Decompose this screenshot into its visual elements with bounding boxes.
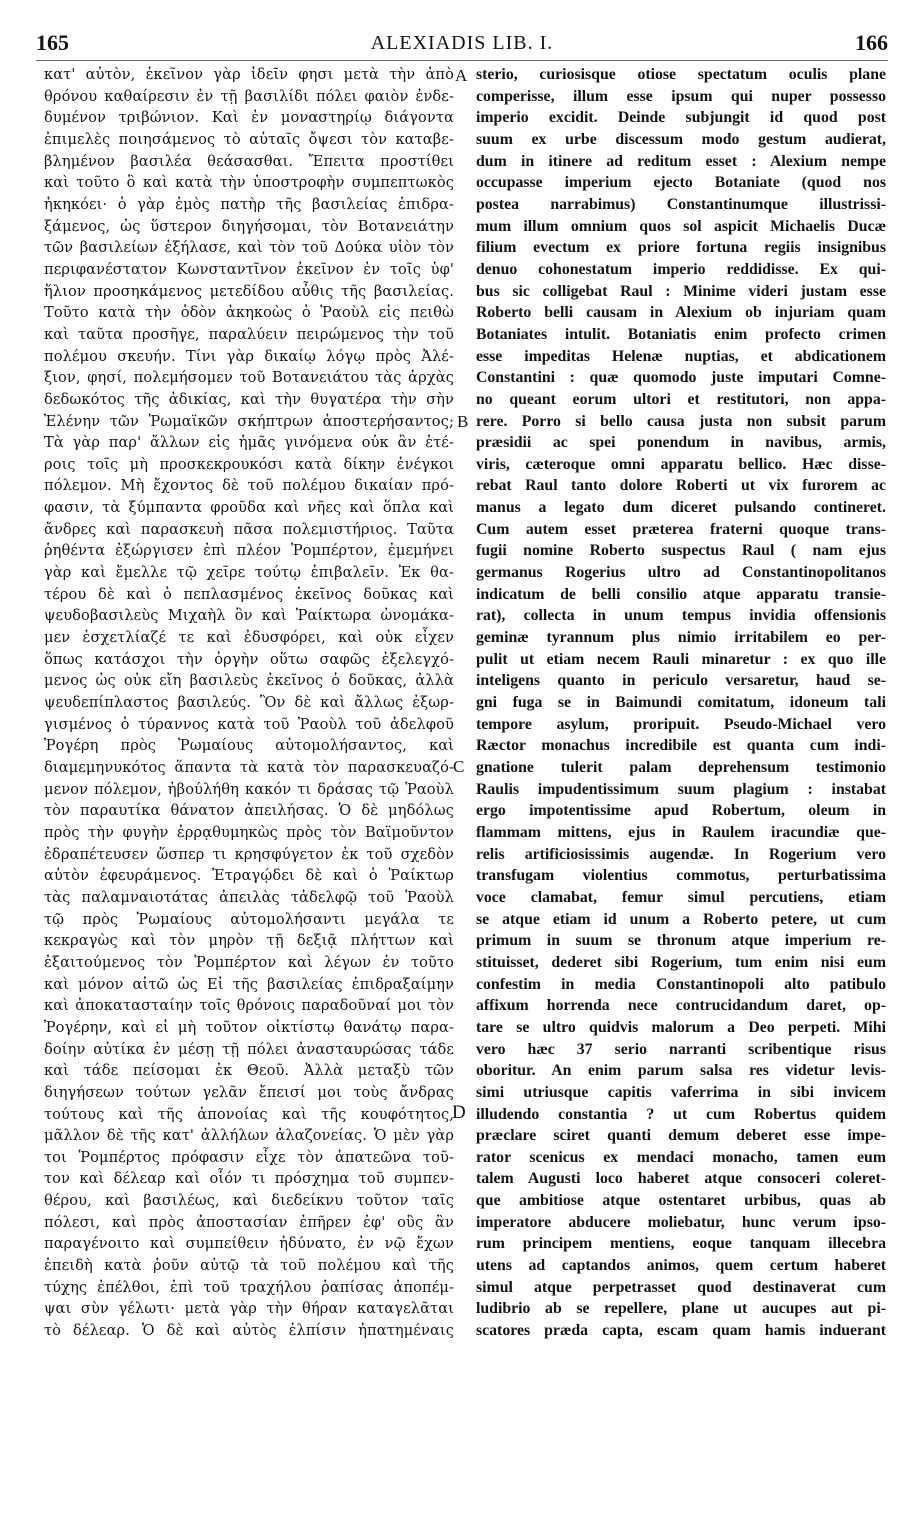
page-header [36,30,888,60]
greek-text-line: δεδωκότος τῆς ἀδικίας, καὶ τὴν θυγατέρα τὴν σὴν [44,390,454,408]
greek-text-line: φασιν, τὰ ξύμπαντα φροῦδα καὶ νῆες καὶ ὅπλα καὶ [44,499,454,517]
greek-text-line: αὐτὸν ἐφευράμενος. Ἐτραγῴδει δὲ καὶ ὁ Ῥαίκτωρ [44,867,454,885]
greek-text-line: τοι Ῥομπέρτος πρόφασιν εἶχε τὸν ἀπατεῶνα τοῦ- [44,1148,454,1166]
latin-text-line: relis artificiosissimis augendæ. In Rogerium vero [476,845,886,863]
latin-text-line: rat), collecta in unum tempus invidia offensionis [476,607,886,625]
greek-text-line: τῷ πρὸς Ῥωμαίους αὐτομολήσαντι μεγάλα τε [44,910,454,928]
latin-text-line: rere. Porro si bello causa justa non subsit parum [476,412,886,430]
greek-text-line: μενον πόλεμον, ἠβούλήθη κακόν τι δράσας τῷ Ῥαοὺλ [44,780,454,798]
greek-text-line: ἄνδρες καὶ παρασκευὴ πᾶσα πολεμιστήριος. Ταῦτα [44,520,454,538]
latin-text-line: imperio excidit. Deinde subjungit id quod post [476,109,886,127]
latin-text-line: Roberto belli causam in Alexium ob injuriam quam [476,304,886,322]
latin-text-line: utens ad captandos animos, quem certum haberet [476,1257,886,1275]
greek-text-line: μενος ὡς οὐκ εἴη βασιλεὺς ἐκεῖνος ὁ δοῦκας, ἀλλὰ [44,672,454,690]
greek-text-line: ἐπιμελὲς ποιησάμενος τὸ αὐταῖς ὄψεσι τὸν καταβε- [44,130,454,148]
greek-text-line: πόλεσι, καὶ πρὸς ἀποστασίαν ἐπῆρεν ἐφ' οὓς ἂν [44,1213,454,1231]
greek-text-line: τον καὶ δέλεαρ καὶ οἷόν τι πρόσχημα τοῦ συμπεν- [44,1170,454,1188]
latin-text-line: manus a legato dum diceret pulsando contineret. [476,499,886,517]
latin-text-line: germanus Rogerius ultro ad Constantinopolitanos [476,564,886,582]
latin-text-line: talem Augusti loco haberet atque consoceri coleret- [476,1170,886,1188]
greek-text-line: Ἑλένην τῶν Ῥωμαϊκῶν σκήπτρων ἀποστερήσαντος; [44,412,454,430]
latin-text-line: que ambitiose atque ostentaret urbibus, quas ab [476,1192,886,1210]
latin-text-line: filium evectum ex priore fortuna regiis insignibus [476,239,886,257]
latin-text-line: denuo cohonestatum imperio reddidisse. Ex qui- [476,260,886,278]
latin-text-line: voce clamabat, femur simul percutiens, etiam [476,888,886,906]
page-number-left: 165 [36,30,69,55]
latin-text-line: postea narrabimus) Constantinumque illustrissi- [476,195,886,213]
latin-text-line: no queant eorum ultori et restitutori, non appa- [476,390,886,408]
latin-text-line: illudendo constantia ? ut cum Robertus quidem [476,1105,886,1123]
greek-text-line: μεν ἐσχετλίαζέ τε καὶ ἐδυσφόρει, καὶ οὐκ εἶχεν [44,629,454,647]
latin-text-line: vero hæc 37 serio narranti scribentique risus [476,1040,886,1058]
latin-text-line: Ræctor monachus incredibile est quanta cum indi- [476,737,886,755]
greek-text-line: ξιον, φησί, πολεμήσομεν τοῦ Βοτανειάτου τὰς ἀρχὰς [44,369,454,387]
greek-text-line: καὶ τοῦτο ὃ καὶ κατὰ τὴν ὑποστροφὴν συμπεπτωκὸς [44,174,454,192]
greek-text-line: μᾶλλον δὲ τῆς κατ' ἀλλήλων ἀλαζονείας. Ὁ μὲν γὰρ [44,1127,454,1145]
latin-text-line: simi utriusque capitis vaferrima in sibi invicem [476,1083,886,1101]
latin-text-line: Raulis impudentissimum suum plagium : instabat [476,780,886,798]
greek-text-line: ροις τοῖς μὴ προσκεκρουκόσι κατὰ δίκην ἐνέγκοι [44,455,454,473]
greek-text-column [44,64,454,1342]
latin-text-line: oboritur. An enim parum salsa res videtur levis- [476,1062,886,1080]
latin-text-line: ergo impotentissime apud Robertum, oleum in [476,802,886,820]
greek-text-line: ἠκηκόει· ὁ γὰρ ἐμὸς πατὴρ τῆς βασιλείας ἐπιδρα- [44,195,454,213]
latin-text-line: comperisse, illum esse ipsum qui nuper possesso [476,87,886,105]
page-number-right: 166 [855,30,888,55]
greek-text-line: πολέμου σκευήν. Τίνι γὰρ δικαίῳ λόγῳ πρὸς Ἀλέ- [44,347,454,365]
latin-text-line: affixum horrenda nece contrucidandum daret, op- [476,997,886,1015]
margin-letter-d: D [452,1102,466,1123]
latin-text-line: simul atque perpetrasset quod destinaverat cum [476,1278,886,1296]
latin-text-line: præclare sciret quanti demum deberet esse impe- [476,1127,886,1145]
latin-text-line: se atque etiam id unum a Roberto petere, ut cum [476,910,886,928]
latin-text-line: esse impeditas Helenæ nuptias, et abdicationem [476,347,886,365]
latin-text-line: fugii nomine Roberto suspectus Raul ( nam ejus [476,542,886,560]
latin-text-line: gni fuga se in Baimundi comitatum, idoneum tali [476,694,886,712]
greek-text-line: ψευδεπίπλαστος βασιλεύς. Ὃν δὲ καὶ ἄλλως ἐξωρ- [44,694,454,712]
margin-letter-c: C [453,757,465,776]
greek-text-line: ἐξαιτούμενος τὸν Ῥομπέρτον καὶ λέγων ἐν τοῦτο [44,953,454,971]
greek-text-line: τούτους καὶ τῆς ἀπονοίας καὶ τῆς κουφότητος, [44,1105,454,1123]
greek-text-line: τὸ δέλεαρ. Ὁ δὲ καὶ αὐτὸς ἐλπίσιν ἠπατημέναις [44,1322,454,1340]
greek-text-line: κατ' αὐτὸν, ἐκεῖνον γὰρ ἰδεῖν φησι μετὰ τὴν ἀπὸ [44,66,454,83]
latin-text-line: præsidii ac spei ponendum in navibus, armis, [476,434,886,452]
latin-text-line: bus sic colligebat Raul : Minime videri justam esse [476,282,886,300]
latin-text-line: rator scenicus ex mendaci monacho, tamen eum [476,1148,886,1166]
latin-text-line: scatores præda capta, escam quam hamis induerant [476,1322,886,1340]
latin-text-line: pulit ut etiam necem Rauli minaretur : ex quo ille [476,650,886,668]
greek-text-line: καὶ ἀποκατασταίην τοῖς θρόνοις παραδοῦναί μοι τὸν [44,997,454,1015]
greek-text-line: ῥηθέντα ἐξώργισεν ἐπὶ πλέον Ῥομπέρτον, ἐμεμήνει [44,542,454,560]
greek-text-line: ὅπως κατάσχοι τὴν ὀργὴν οὕτω σαφῶς ἐξελεγχό- [44,650,454,668]
latin-text-line: Cum autem esset præterea fraterni quoque trans- [476,520,886,538]
latin-text-line: Constantini : quæ quomodo juste imputari Comne- [476,369,886,387]
latin-text-line: Botaniates intulit. Botaniatis enim profecto crimen [476,325,886,343]
greek-text-line: ψευδοβασιλεὺς Μιχαὴλ ὃν καὶ Ῥαίκτωρα ὠνομάκα- [44,607,454,625]
greek-text-line: Τὰ γὰρ παρ' ἄλλων εἰς ἡμᾶς γινόμενα οὐκ ἂν ἑτέ- [44,434,454,452]
greek-text-line: Ῥογέρη πρὸς Ῥωμαίους αὐτομολήσαντος, καὶ [44,737,454,755]
latin-text-line: suum ex urbe discessum modo gestum audierat, [476,130,886,148]
greek-text-line: διαμεμηνυκότος ἅπαντα τὰ κατὰ τὸν παρασκευαζό- [44,759,454,776]
greek-text-line: καὶ μόνον αἰτῶ ὡς Εἰ τῆς βασιλείας ἐπιδραξαίμην [44,975,454,993]
latin-text-line: primum in suum se thronum atque imperium re- [476,932,886,950]
latin-text-line: geminæ tyrannum plus nimio irritabilem eo per- [476,629,886,647]
latin-text-column [476,64,886,1342]
latin-text-line: viris, cæteroque omni apparatu bellico. Hæc disse- [476,455,886,473]
greek-text-line: ἐπειδὴ κατὰ ῥοῦν αὐτῷ τὰ τοῦ πολέμου καὶ τῆς [44,1257,454,1275]
greek-text-line: ἥλιον προσηκάμενος μετεδίδου αὖθις τῆς βασιλείας. [44,282,454,300]
greek-text-line: τὸν παραυτίκα θάνατον ἀπειλήσας. Ὁ δὲ μηδόλως [44,802,454,820]
greek-text-line: τὰς παλαμναιοτάτας ἀπειλὰς τἀδελφῷ τοῦ Ῥαοὺλ [44,888,454,906]
greek-text-line: δυμένον τριβώνιον. Καὶ ἐν μοναστηρίῳ διάγοντα [44,109,454,127]
greek-text-line: γὰρ καὶ ἔμελλε τῷ χεῖρε τούτῳ ἐπιβαλεῖν. Ἐκ θα- [44,564,454,582]
latin-text-line: flammam mittens, ejus in Raulem iracundiæ que- [476,823,886,841]
greek-text-line: Τοῦτο κατὰ τὴν ὁδὸν ἀκηκοὼς ὁ Ῥαοὺλ εἰς πειθὼ [44,304,454,322]
greek-text-line: γισμένος ὁ τύραννος κατὰ τοῦ Ῥαοὺλ τοῦ ἀδελφοῦ [44,715,454,733]
latin-text-line: stituisset, dederet sibi Rogerium, tum enim nisi eum [476,953,886,971]
greek-text-line: πόλεμον. Μὴ ἔχοντος δὲ τοῦ πολέμου δικαίαν πρό- [44,477,454,495]
greek-text-line: ψαι σὺν γέλωτι· μετὰ γὰρ τὴν θήραν καταγελᾶται [44,1300,454,1318]
greek-text-line: περιφανέστατον Κωνσταντῖνον ἐκεῖνον ἐν τοῖς ὑφ' [44,260,454,278]
greek-text-line: τῶν βασιλείων ἐξήλασε, καὶ τὸν τοῦ Δούκα υἱὸν τὸν [44,239,454,257]
greek-text-line: τέρου δὲ καὶ ὁ πεπλασμένος ἐκεῖνος δοῦκας καὶ [44,585,454,603]
latin-text-line: rebat Raul tanto dolore Roberti ut vix furorem ac [476,477,886,495]
greek-text-line: καὶ ταῦτα προσῆγε, παραλύειν πειρώμενος τὴν τοῦ [44,325,454,343]
latin-text-line: indicatum de belli consilio atque apparatu transie- [476,585,886,603]
latin-text-line: transfugam violentius commotus, perturbatissima [476,867,886,885]
greek-text-line: διηγήσεων τούτων γελᾶν ἔπεισί μοι τοὺς ἄνδρας [44,1083,454,1101]
latin-text-line: tare se ultro quidvis malorum a Deo perpeti. Mihi [476,1018,886,1036]
latin-text-line: dum in itinere ad reditum esset : Alexium nempe [476,152,886,170]
greek-text-line: θέρου, καὶ βασιλέως, καὶ διεδείκνυ τοῦτον ταῖς [44,1192,454,1210]
header-rule [36,60,888,61]
greek-text-line: δοίην αὐτίκα ἐν μέσῃ τῇ πόλει ἀνασταυρώσας τάδε [44,1040,454,1058]
greek-text-line: ξάμενος, ὡς ὕστερον διηγήσομαι, τὸν Βοτανειάτην [44,217,454,235]
greek-text-line: καὶ τάδε πείσομαι ἐκ Θεοῦ. Ἀλλὰ μεταξὺ τῶν [44,1062,454,1080]
latin-text-line: tempore asylum, proripuit. Pseudo-Michael vero [476,715,886,733]
latin-text-line: sterio, curiosisque otiose spectatum oculis plane [476,66,886,83]
running-title: ALEXIADIS LIB. I. [370,32,554,54]
greek-text-line: Ῥογέρην, καὶ εἰ μὴ τοῦτον οἰκτίστῳ θανάτῳ παρα- [44,1018,454,1036]
latin-text-line: mum illum omnium quos sol aspicit Michaelis Ducæ [476,217,886,235]
margin-letter-b: B [457,412,469,431]
greek-text-line: πρὸς τὴν φυγὴν ἐρρᾳθυμηκὼς πρὸς τὸν Βαϊμοῦντον [44,823,454,841]
margin-letter-a: A [455,66,468,85]
latin-text-line: inteligens quanto in periculo versaretur, haud se- [476,672,886,690]
greek-text-line: κεκραγὼς καὶ τὸν μηρὸν τῇ δεξιᾷ πλήττων καὶ [44,932,454,950]
greek-text-line: θρόνου καθαίρεσιν ἐν τῇ βασιλίδι πόλει φαιὸν ἐνδε- [44,87,454,105]
greek-text-line: βλημένον βασιλέα θεάσασθαι. Ἔπειτα προστίθει [44,152,454,170]
latin-text-line: rum principem mentiens, eoque tanquam illecebra [476,1235,886,1253]
latin-text-line: confestim in media Constantinopoli alto patibulo [476,975,886,993]
latin-text-line: occupasse imperium ejecto Botaniate (quod nos [476,174,886,192]
latin-text-line: gnatione tulerit palam deprehensum testimonio [476,759,886,776]
latin-text-line: ludibrio ab se repellere, plane ut aucupes aut pi- [476,1300,886,1318]
greek-text-line: παραγένοιτο καὶ συμπείθειν ἠδύνατο, ἐν νῷ ἔχων [44,1235,454,1253]
greek-text-line: ἐδραπέτευσεν ὥσπερ τι κρησφύγετον ἐκ τοῦ σχεδὸν [44,845,454,863]
greek-text-line: τύχης ἐπέλθοι, ἐπὶ τοῦ τραχήλου ῥαπίσας ἀποπέμ- [44,1278,454,1296]
latin-text-line: imperatore abducere moliebatur, hunc verum ipso- [476,1213,886,1231]
